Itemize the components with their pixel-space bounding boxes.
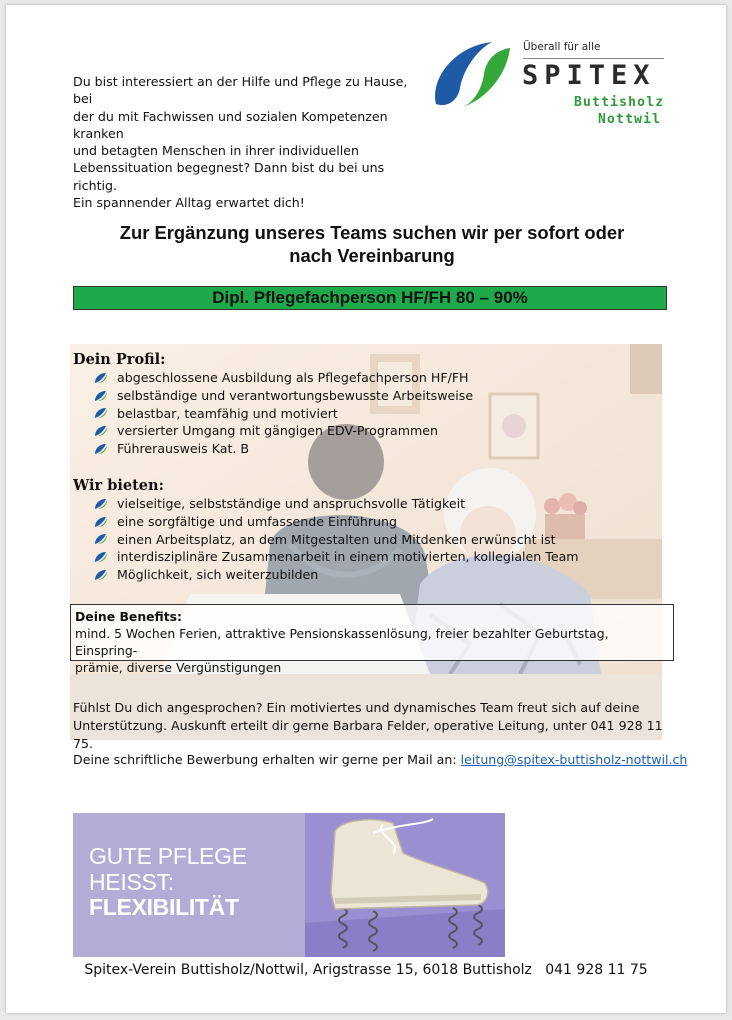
offer-list — [94, 495, 579, 584]
profile-list — [94, 369, 473, 458]
leaf-bullet-icon — [94, 372, 108, 384]
intro-line: Ein spannender Alltag erwartet dich! — [73, 195, 305, 211]
headline — [84, 221, 660, 267]
spitex-logo — [430, 38, 670, 138]
intro-line: und betagten Menschen in ihrer individuellen — [73, 143, 359, 159]
list-item — [94, 405, 473, 423]
contact-line: Unterstützung. Auskunft erteilt dir gerne Barbara Felder, operative Leitung, unter 041 928 11 75. — [73, 718, 663, 751]
list-item — [94, 422, 473, 440]
footer-address: Spitex-Verein Buttisholz/Nottwil, Arigstrasse 15, 6018 Buttisholz 041 928 11 75 — [84, 962, 648, 978]
headline-line: Zur Ergänzung unseres Teams suchen wir per sofort oder — [119, 222, 625, 243]
intro-text — [73, 73, 418, 211]
offer-title: Wir bieten: — [73, 477, 164, 494]
list-item-text: belastbar, teamfähig und motiviert — [117, 405, 338, 421]
flexibility-banner — [73, 813, 505, 957]
intro-line: Du bist interessiert an der Hilfe und Pflege zu Hause, bei — [73, 74, 408, 107]
benefits-title: Deine Benefits: — [75, 609, 182, 624]
contact-text — [73, 699, 673, 753]
benefits-line: prämie, diverse Vergünstigungen — [75, 660, 282, 675]
position-title: Dipl. Pflegefachperson HF/FH 80 – 90% — [73, 286, 667, 310]
logo-location-buttisholz: Buttisholz — [574, 95, 665, 110]
intro-line: der du mit Fachwissen und sozialen Kompetenzen kranken — [73, 108, 388, 141]
logo-location-nottwil: Nottwil — [598, 112, 662, 127]
banner-text — [89, 844, 247, 921]
leaf-bullet-icon — [94, 551, 108, 563]
headline-line: nach Vereinbarung — [289, 245, 455, 266]
leaf-bullet-icon — [94, 569, 108, 581]
intro-line: Lebenssituation begegnest? Dann bist du bei uns richtig. — [73, 160, 385, 193]
banner-line: GUTE PFLEGE — [89, 843, 247, 869]
profile-title: Dein Profil: — [73, 351, 166, 368]
leaf-bullet-icon — [94, 443, 108, 455]
application-text: Deine schriftliche Bewerbung erhalten wir gerne per Mail an: — [73, 752, 461, 767]
list-item-text: interdisziplinäre Zusammenarbeit in einem motivierten, kollegialen Team — [117, 549, 579, 565]
leaf-bullet-icon — [94, 516, 108, 528]
list-item-text: versierter Umgang mit gängigen EDV-Programmen — [117, 423, 439, 439]
leaf-bullet-icon — [94, 407, 108, 419]
list-item-text: vielseitige, selbstständige und anspruchsvolle Tätigkeit — [117, 496, 466, 511]
list-item-text: Führerausweis Kat. B — [117, 441, 250, 457]
list-item — [94, 548, 579, 566]
list-item — [94, 369, 473, 387]
spitex-swoosh-icon — [430, 38, 520, 118]
contact-line: Fühlst Du dich angesprochen? Ein motiviertes und dynamisches Team freut sich auf deine — [73, 700, 640, 715]
benefits-line: mind. 5 Wochen Ferien, attraktive Pensionskassenlösung, freier bezahlter Geburtstag, Einspring- — [75, 626, 609, 658]
list-item-text: Möglichkeit, sich weiterzubilden — [117, 567, 319, 583]
email-link[interactable]: leitung@spitex-buttisholz-nottwil.ch — [460, 752, 688, 767]
logo-divider — [523, 58, 664, 59]
logo-brand: SPITEX — [522, 60, 656, 91]
list-item-text: selbständige und verantwortungsbewusste Arbeitsweise — [117, 387, 474, 403]
benefits-box — [70, 604, 674, 675]
list-item-text: einen Arbeitsplatz, an dem Mitgestalten und Mitdenken erwünscht ist — [117, 531, 556, 547]
list-item — [94, 566, 579, 584]
list-item — [94, 440, 473, 458]
list-item — [94, 531, 579, 549]
leaf-bullet-icon — [94, 533, 108, 545]
leaf-bullet-icon — [94, 425, 108, 437]
list-item — [94, 513, 579, 531]
list-item-text: eine sorgfältige und umfassende Einführung — [117, 513, 397, 529]
list-item — [94, 495, 579, 513]
leaf-bullet-icon — [94, 498, 108, 510]
job-ad-page — [6, 5, 726, 1013]
leaf-bullet-icon — [94, 390, 108, 402]
list-item — [94, 387, 473, 405]
list-item-text: abgeschlossene Ausbildung als Pflegefachperson HF/FH — [117, 370, 469, 385]
logo-tagline: Überall für alle — [523, 41, 601, 53]
banner-line-bold: FLEXIBILITÄT — [89, 894, 239, 920]
banner-line: HEISST: — [89, 868, 174, 895]
application-line — [73, 752, 687, 767]
